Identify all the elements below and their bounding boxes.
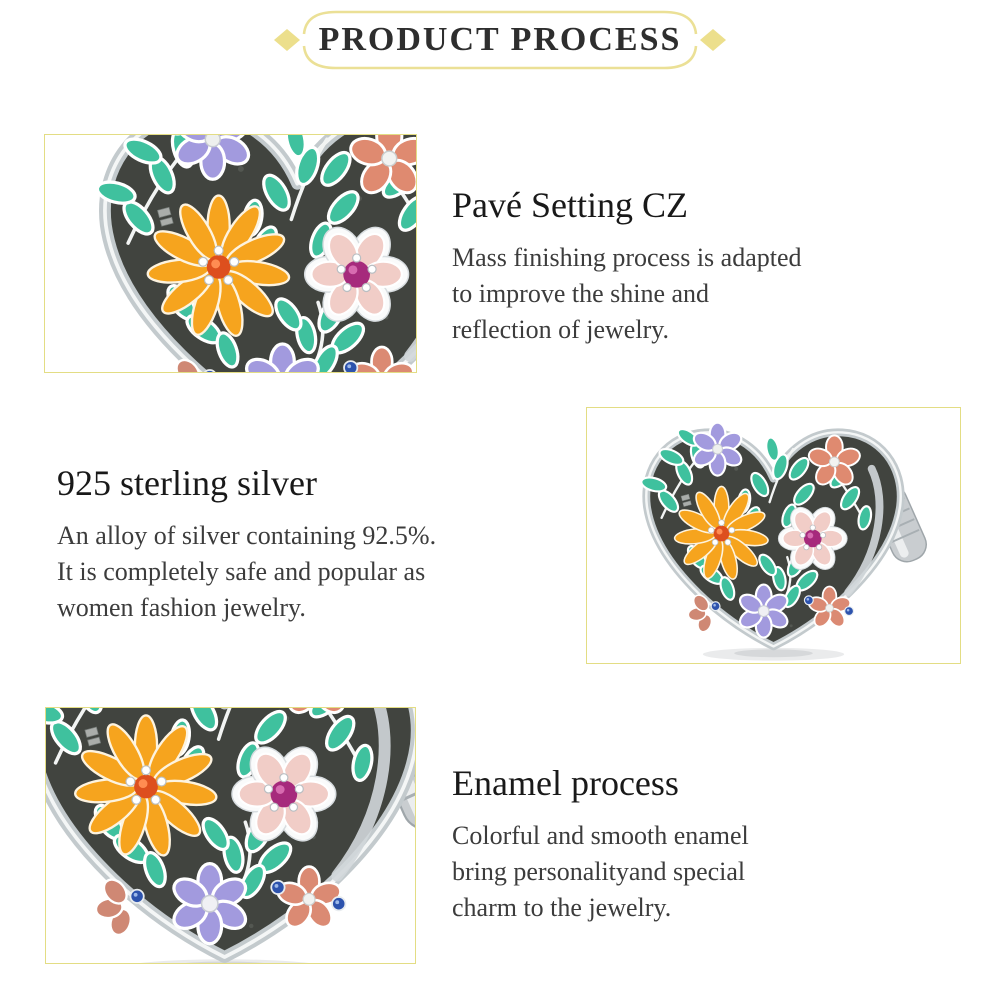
- section-enamel-process: [452, 762, 892, 926]
- product-photo-pave-closeup: [44, 134, 417, 373]
- section-pave-setting: [452, 184, 892, 348]
- charm-closeup-bottom-illustration: [46, 708, 415, 963]
- section-description-line: Colorful and smooth enamel: [452, 821, 749, 850]
- section-sterling-silver: [57, 462, 567, 626]
- section-description-line: charm to the jewelry.: [452, 893, 672, 922]
- section-description-line: reflection of jewelry.: [452, 315, 670, 344]
- product-photo-full-charm: [586, 407, 961, 664]
- section-title: Enamel process: [452, 763, 679, 803]
- page-title: PRODUCT PROCESS: [318, 21, 682, 58]
- section-title: 925 sterling silver: [57, 463, 317, 503]
- section-description-line: Mass finishing process is adapted: [452, 243, 802, 272]
- section-description-line: bring personalityand special: [452, 857, 746, 886]
- section-description-line: to improve the shine and: [452, 279, 710, 308]
- charm-full-illustration: [587, 408, 960, 663]
- section-title: Pavé Setting CZ: [452, 185, 688, 225]
- product-photo-enamel-closeup: [45, 707, 416, 964]
- section-description-line: women fashion jewelry.: [57, 593, 306, 622]
- header-banner: [270, 6, 730, 74]
- section-description-line: An alloy of silver containing 92.5%.: [57, 521, 437, 550]
- charm-closeup-top-illustration: [45, 135, 416, 372]
- section-description-line: It is completely safe and popular as: [57, 557, 426, 586]
